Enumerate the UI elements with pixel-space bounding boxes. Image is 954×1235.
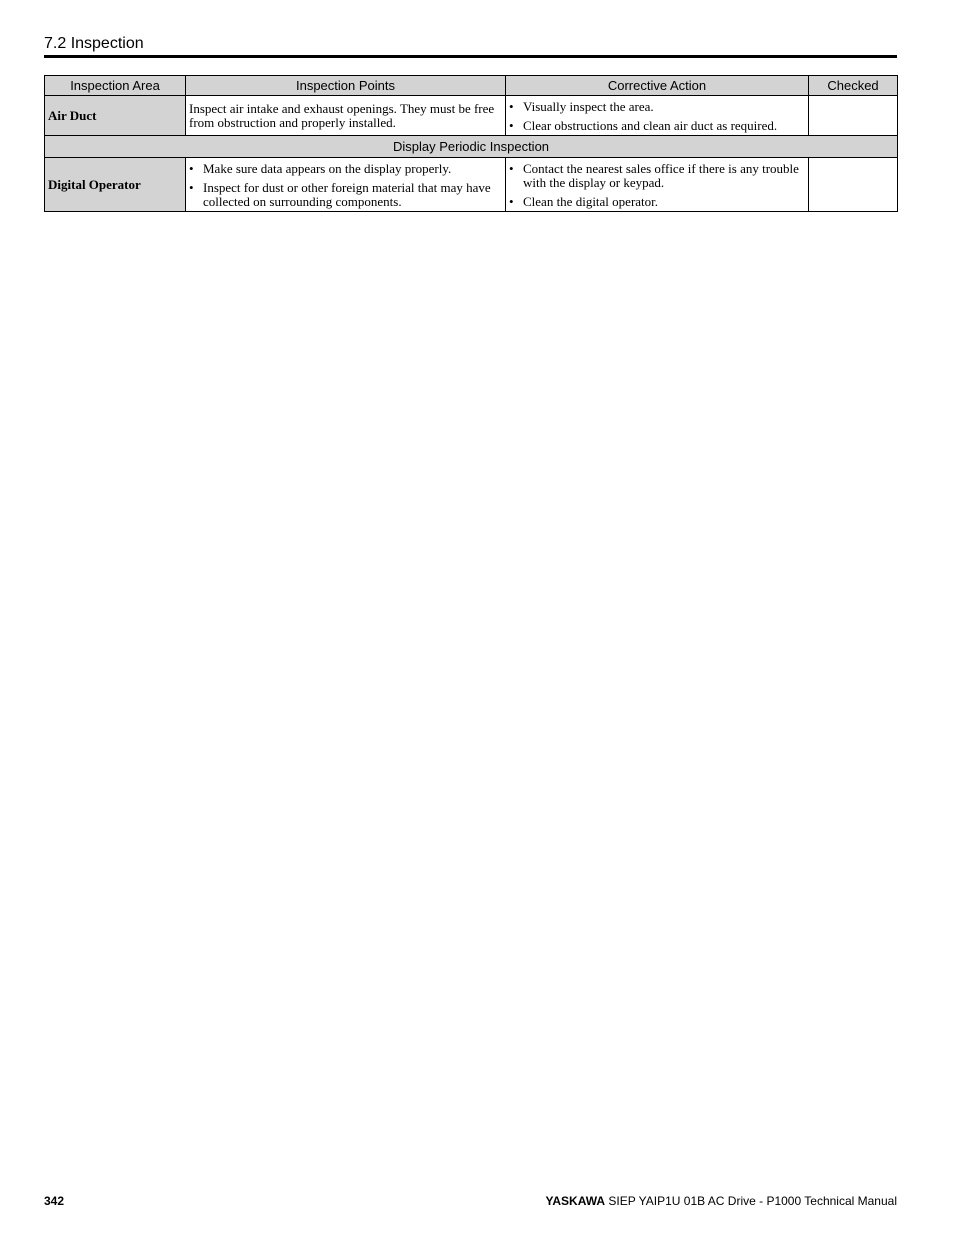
column-header-inspection-area: Inspection Area: [45, 76, 186, 96]
table-row: [45, 96, 898, 136]
list-item: • Inspect for dust or other foreign material that may have collected on surrounding components.: [189, 181, 502, 209]
footer-title-text: SIEP YAIP1U 01B AC Drive - P1000 Technical Manual: [608, 1194, 897, 1208]
checked-cell[interactable]: [809, 96, 898, 136]
footer-manual-title: [545, 1194, 897, 1208]
corrective-action-cell: [506, 96, 809, 136]
inspection-area-cell: Digital Operator: [45, 158, 186, 212]
section-title: 7.2 Inspection: [44, 35, 897, 58]
table-row: [45, 158, 898, 212]
table-section-row: [45, 136, 898, 158]
list-item: • Clear obstructions and clean air duct as required.: [509, 119, 805, 133]
inspection-area-cell: Air Duct: [45, 96, 186, 136]
list-item: • Visually inspect the area.: [509, 100, 805, 114]
table-header-row: [45, 76, 898, 96]
footer-brand: YASKAWA: [545, 1194, 606, 1208]
inspection-points-cell: [186, 158, 506, 212]
column-header-corrective-action: Corrective Action: [506, 76, 809, 96]
list-item: • Clean the digital operator.: [509, 195, 805, 209]
column-header-checked: Checked: [809, 76, 898, 96]
inspection-table: [44, 75, 898, 212]
list-item: • Make sure data appears on the display properly.: [189, 162, 502, 176]
checked-cell[interactable]: [809, 158, 898, 212]
list-item: • Contact the nearest sales office if there is any trouble with the display or keypad.: [509, 162, 805, 190]
page-number: 342: [44, 1194, 65, 1208]
corrective-action-cell: [506, 158, 809, 212]
section-label: Display Periodic Inspection: [45, 136, 898, 158]
column-header-inspection-points: Inspection Points: [186, 76, 506, 96]
inspection-points-cell: Inspect air intake and exhaust openings. They must be free from obstruction and properly installed.: [186, 96, 506, 136]
